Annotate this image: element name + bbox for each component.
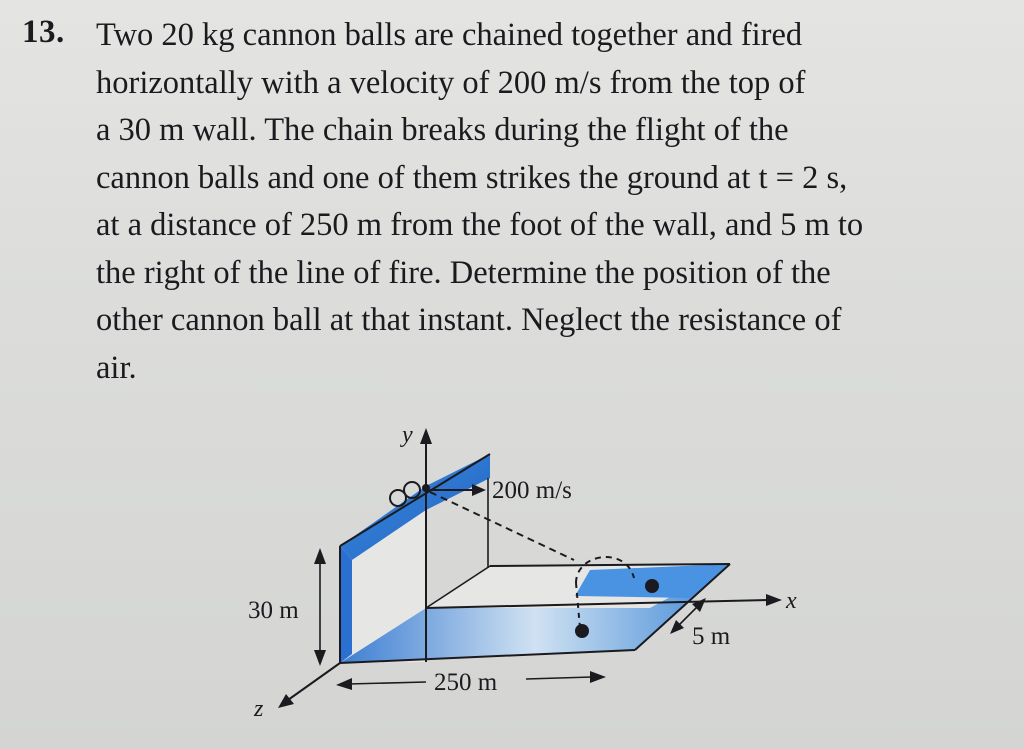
problem-line: other cannon ball at that instant. Neglect the resistance of <box>96 302 842 338</box>
problem-statement <box>96 12 1018 392</box>
problem-line: cannon balls and one of them strikes the ground at t = 2 s, <box>96 159 848 196</box>
distance-dimension-left <box>348 682 426 684</box>
problem-line: the right of the line of fire. Determine the position of the <box>96 254 831 291</box>
velocity-label: 200 m/s <box>492 477 572 504</box>
launch-point <box>422 484 430 492</box>
chained-ball <box>404 482 420 498</box>
ball-landed <box>575 624 589 638</box>
cannon-ball-figure <box>230 418 820 738</box>
ball-other <box>645 579 659 593</box>
x-axis-label: x <box>786 588 797 614</box>
offset-label: 5 m <box>692 623 731 650</box>
z-axis <box>288 663 340 700</box>
problem-line: horizontally with a velocity of 200 m/s from the top of <box>96 64 806 101</box>
problem-line: air. <box>96 349 137 386</box>
problem-number: 13. <box>22 14 65 50</box>
problem-line: at a distance of 250 m from the foot of the wall, and 5 m to <box>96 207 864 243</box>
wall-left-band <box>340 546 352 663</box>
distance-arrow-left <box>336 678 352 690</box>
problem-line: Two 20 kg cannon balls are chained together and fired <box>96 17 803 53</box>
height-label: 30 m <box>248 597 299 624</box>
height-arrow-bottom <box>314 650 326 666</box>
height-arrow-top <box>314 548 326 564</box>
velocity-arrowhead <box>472 484 486 496</box>
figure-svg <box>230 418 820 738</box>
y-axis-label: y <box>402 422 413 448</box>
x-axis-arrow <box>766 594 782 606</box>
z-axis-label: z <box>254 696 264 722</box>
problem-line: a 30 m wall. The chain breaks during the flight of the <box>96 112 789 148</box>
distance-arrow-right <box>590 671 606 683</box>
y-axis-arrow <box>420 428 432 444</box>
distance-label: 250 m <box>434 669 498 696</box>
distance-dimension-right <box>526 677 592 679</box>
z-axis-arrow <box>278 694 294 708</box>
